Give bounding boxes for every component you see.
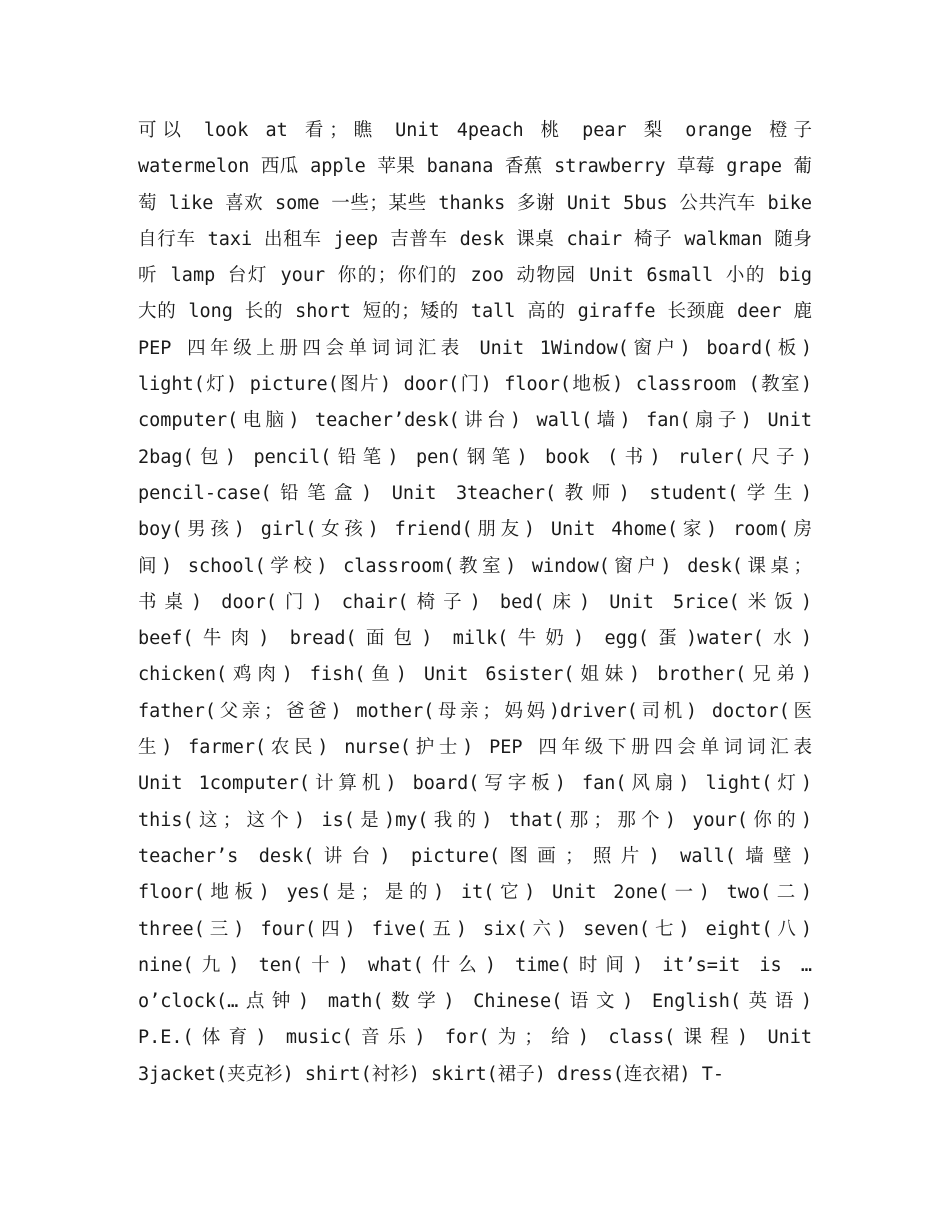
text-line: watermelon 西瓜 apple 苹果 banana 香蕉 strawberry 草莓 grape 葡 — [138, 156, 812, 178]
vocabulary-text-block — [138, 113, 812, 1093]
text-line: beef(牛肉) bread(面包) milk(牛奶) egg(蛋)water(水) — [138, 628, 812, 650]
text-line: computer(电脑) teacher’desk(讲台) wall(墙) fan(扇子) Unit — [138, 410, 812, 432]
text-line: 自行车 taxi 出租车 jeep 吉普车 desk 课桌 chair 椅子 walkman 随身 — [138, 228, 812, 250]
text-line: P.E.(体育) music(音乐) for(为；给) class(课程) Unit — [138, 1027, 812, 1049]
text-line: o’clock(…点钟) math(数学) Chinese(语文) English(英语) — [138, 991, 812, 1013]
text-line: 生) farmer(农民) nurse(护士) PEP 四年级下册四会单词词汇表 — [138, 737, 812, 759]
text-line: light(灯) picture(图片) door(门) floor(地板) classroom (教室) — [138, 374, 812, 396]
text-line: 书桌) door(门) chair(椅子) bed(床) Unit 5rice(米饭) — [138, 591, 812, 613]
text-line: pencil-case(铅笔盒) Unit 3teacher(教师) student(学生) — [138, 482, 812, 504]
text-line: 2bag(包) pencil(铅笔) pen(钢笔) book (书) ruler(尺子) — [138, 446, 812, 468]
text-line: 间) school(学校) classroom(教室) window(窗户) desk(课桌； — [138, 555, 812, 577]
text-line: PEP 四年级上册四会单词词汇表 Unit 1Window(窗户) board(板) — [138, 337, 812, 359]
text-line: three(三) four(四) five(五) six(六) seven(七) eight(八) — [138, 918, 812, 940]
text-line: 萄 like 喜欢 some 一些；某些 thanks 多谢 Unit 5bus 公共汽车 bike — [138, 192, 812, 214]
text-line: 大的 long 长的 short 短的；矮的 tall 高的 giraffe 长颈鹿 deer 鹿 — [138, 301, 812, 323]
text-line: Unit 1computer(计算机) board(写字板) fan(风扇) light(灯) — [138, 773, 812, 795]
text-line: chicken(鸡肉) fish(鱼) Unit 6sister(姐妹) brother(兄弟) — [138, 664, 812, 686]
text-line: 可以 look at 看；瞧 Unit 4peach 桃 pear 梨 orange 橙子 — [138, 120, 812, 141]
text-line: 3jacket(夹克衫) shirt(衬衫) skirt(裙子) dress(连衣裙) T- — [138, 1063, 724, 1085]
text-line: floor(地板) yes(是；是的) it(它) Unit 2one(一) two(二) — [138, 882, 812, 904]
text-line: teacher’s desk(讲台) picture(图画；照片) wall(墙壁) — [138, 845, 812, 867]
text-line: this(这；这个) is(是)my(我的) that(那；那个) your(你的) — [138, 809, 812, 831]
text-line: nine(九) ten(十) what(什么) time(时间) it’s=it is … — [138, 954, 812, 976]
text-line: father(父亲；爸爸) mother(母亲；妈妈)driver(司机) doctor(医 — [138, 700, 812, 722]
text-line: 听 lamp 台灯 your 你的；你们的 zoo 动物园 Unit 6small 小的 big — [138, 265, 812, 287]
text-line: boy(男孩) girl(女孩) friend(朋友) Unit 4home(家) room(房 — [138, 519, 812, 541]
